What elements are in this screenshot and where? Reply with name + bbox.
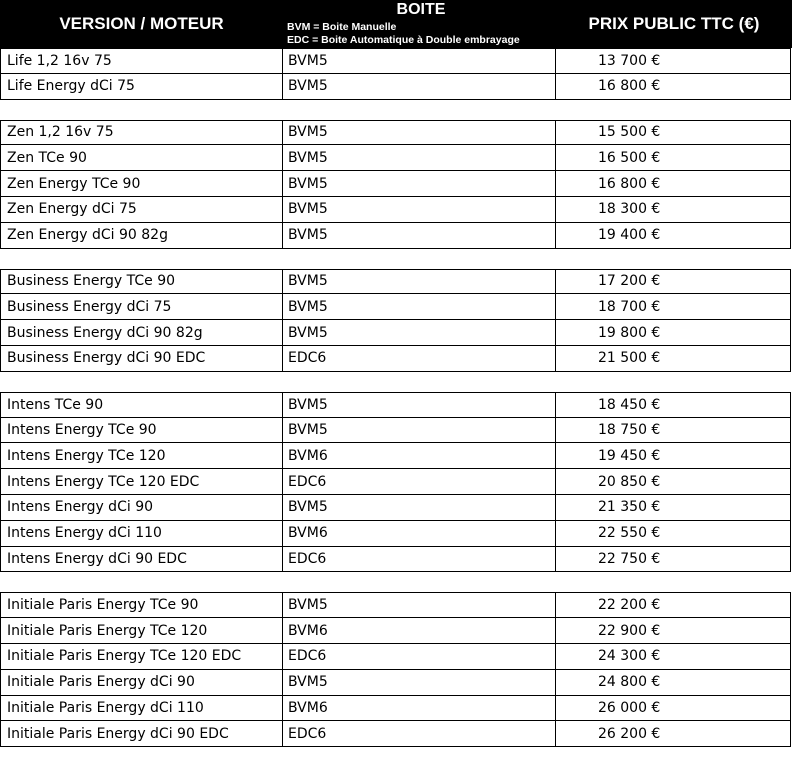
boite-cell: BVM5 (283, 269, 556, 295)
table-row (0, 670, 792, 696)
table-row (0, 269, 792, 295)
table-row (0, 721, 792, 747)
prix-cell: 18 300 € (556, 197, 791, 223)
boite-cell: EDC6 (283, 547, 556, 573)
prix-cell: 22 750 € (556, 547, 791, 573)
table-row (0, 547, 792, 573)
boite-cell: BVM5 (283, 670, 556, 696)
prix-cell: 19 450 € (556, 443, 791, 469)
boite-cell: BVM5 (283, 592, 556, 618)
version-cell: Initiale Paris Energy TCe 120 EDC (0, 644, 283, 670)
table-row (0, 145, 792, 171)
boite-cell: BVM5 (283, 48, 556, 74)
version-cell: Intens Energy dCi 90 (0, 495, 283, 521)
table-row (0, 696, 792, 722)
table-row (0, 120, 792, 146)
version-cell: Life Energy dCi 75 (0, 74, 283, 100)
header-boite (286, 0, 556, 48)
boite-cell: BVM6 (283, 618, 556, 644)
version-cell: Zen Energy TCe 90 (0, 171, 283, 197)
version-cell: Initiale Paris Energy dCi 90 EDC (0, 721, 283, 747)
boite-cell: BVM5 (283, 223, 556, 249)
prix-cell: 18 700 € (556, 294, 791, 320)
group-spacer (0, 572, 792, 592)
boite-cell: BVM5 (283, 197, 556, 223)
version-cell: Initiale Paris Energy dCi 90 (0, 670, 283, 696)
prix-cell: 17 200 € (556, 269, 791, 295)
version-cell: Intens TCe 90 (0, 392, 283, 418)
prix-cell: 20 850 € (556, 469, 791, 495)
version-cell: Intens Energy dCi 90 EDC (0, 547, 283, 573)
version-cell: Initiale Paris Energy dCi 110 (0, 696, 283, 722)
table-header (0, 0, 792, 48)
trim-group (0, 48, 792, 100)
table-row (0, 644, 792, 670)
group-spacer (0, 100, 792, 120)
table-row (0, 223, 792, 249)
table-row (0, 171, 792, 197)
version-cell: Initiale Paris Energy TCe 90 (0, 592, 283, 618)
version-cell: Intens Energy TCe 90 (0, 418, 283, 444)
prix-cell: 22 900 € (556, 618, 791, 644)
prix-cell: 22 550 € (556, 521, 791, 547)
boite-cell: EDC6 (283, 644, 556, 670)
header-boite-title: BOITE (396, 1, 446, 18)
table-row (0, 294, 792, 320)
table-row (0, 495, 792, 521)
prix-cell: 16 500 € (556, 145, 791, 171)
boite-cell: BVM5 (283, 418, 556, 444)
version-cell: Business Energy dCi 90 EDC (0, 346, 283, 372)
prix-cell: 16 800 € (556, 74, 791, 100)
group-spacer (0, 249, 792, 269)
prix-cell: 26 000 € (556, 696, 791, 722)
version-cell: Initiale Paris Energy TCe 120 (0, 618, 283, 644)
table-row (0, 443, 792, 469)
boite-cell: BVM5 (283, 294, 556, 320)
boite-cell: BVM5 (283, 392, 556, 418)
prix-cell: 21 350 € (556, 495, 791, 521)
header-boite-legend-bvm: BVM = Boite Manuelle (287, 21, 397, 33)
table-row (0, 320, 792, 346)
prix-cell: 15 500 € (556, 120, 791, 146)
version-cell: Intens Energy TCe 120 EDC (0, 469, 283, 495)
version-cell: Zen Energy dCi 75 (0, 197, 283, 223)
boite-cell: BVM5 (283, 495, 556, 521)
version-cell: Intens Energy dCi 110 (0, 521, 283, 547)
table-row (0, 418, 792, 444)
prix-cell: 13 700 € (556, 48, 791, 74)
table-row (0, 618, 792, 644)
prix-cell: 22 200 € (556, 592, 791, 618)
prix-cell: 26 200 € (556, 721, 791, 747)
version-cell: Zen Energy dCi 90 82g (0, 223, 283, 249)
boite-cell: BVM5 (283, 320, 556, 346)
trim-group (0, 392, 792, 573)
table-row (0, 469, 792, 495)
boite-cell: BVM6 (283, 443, 556, 469)
table-row (0, 392, 792, 418)
group-spacer (0, 372, 792, 392)
version-cell: Intens Energy TCe 120 (0, 443, 283, 469)
prix-cell: 18 450 € (556, 392, 791, 418)
prix-cell: 19 400 € (556, 223, 791, 249)
table-row (0, 74, 792, 100)
prix-cell: 24 800 € (556, 670, 791, 696)
prix-cell: 19 800 € (556, 320, 791, 346)
version-cell: Zen 1,2 16v 75 (0, 120, 283, 146)
header-version-moteur: VERSION / MOTEUR (59, 14, 224, 33)
boite-cell: BVM5 (283, 171, 556, 197)
boite-cell: BVM6 (283, 696, 556, 722)
boite-cell: EDC6 (283, 721, 556, 747)
prix-cell: 21 500 € (556, 346, 791, 372)
trim-group (0, 120, 792, 249)
version-cell: Business Energy dCi 90 82g (0, 320, 283, 346)
boite-cell: BVM5 (283, 120, 556, 146)
version-cell: Business Energy dCi 75 (0, 294, 283, 320)
version-cell: Business Energy TCe 90 (0, 269, 283, 295)
boite-cell: BVM5 (283, 145, 556, 171)
boite-cell: EDC6 (283, 469, 556, 495)
table-body (0, 48, 792, 747)
version-cell: Zen TCe 90 (0, 145, 283, 171)
version-cell: Life 1,2 16v 75 (0, 48, 283, 74)
table-row (0, 592, 792, 618)
header-boite-legend-edc: EDC = Boite Automatique à Double embrayage (287, 34, 520, 46)
trim-group (0, 269, 792, 372)
prix-cell: 16 800 € (556, 171, 791, 197)
table-row (0, 48, 792, 74)
trim-group (0, 592, 792, 747)
boite-cell: BVM5 (283, 74, 556, 100)
table-row (0, 521, 792, 547)
table-row (0, 346, 792, 372)
table-row (0, 197, 792, 223)
prix-cell: 24 300 € (556, 644, 791, 670)
prix-cell: 18 750 € (556, 418, 791, 444)
boite-cell: BVM6 (283, 521, 556, 547)
header-prix-public: PRIX PUBLIC TTC (€) (588, 14, 760, 33)
boite-cell: EDC6 (283, 346, 556, 372)
